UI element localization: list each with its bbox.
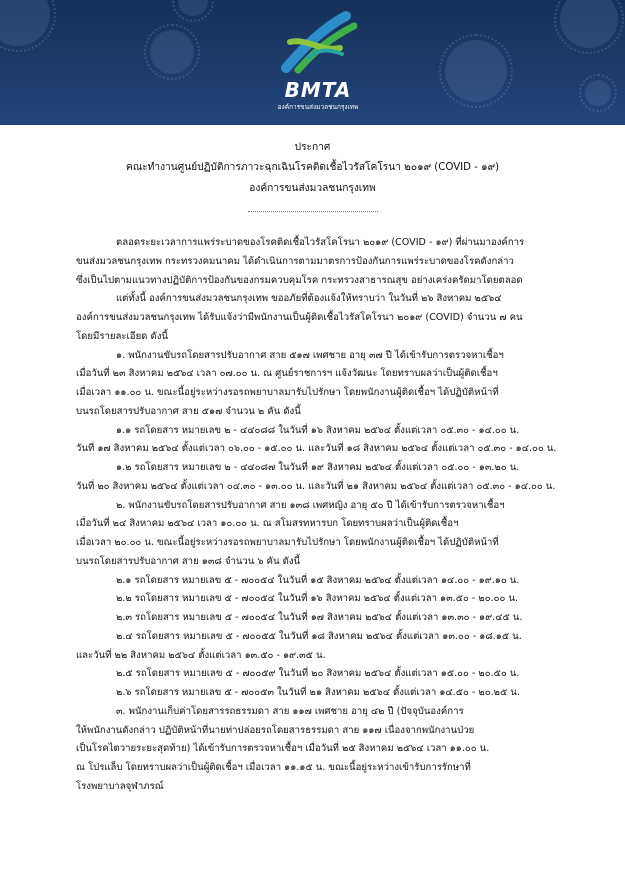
body-line: วันที่ ๒๐ สิงหาคม ๒๕๖๔ ตั้งแต่เวลา ๐๔.๓๐ - ๑๓.๐๐ น. และวันที่ ๒๑ สิงหาคม ๒๕๖๔ ตั้งแต่เวลา ๐๕.๓๐ - ๑๔.๐๐ น. bbox=[76, 481, 556, 492]
bmta-logo bbox=[268, 8, 368, 120]
virus-decoration bbox=[560, 0, 618, 48]
virus-decoration bbox=[0, 0, 50, 46]
body-line: ๑.๒ รถโดยสาร หมายเลข ๒ - ๔๔๐๘๗ ในวันที่ ๑๙ สิงหาคม ๒๕๖๔ ตั้งแต่เวลา ๐๕.๐๐ - ๑๓.๒๐ น. bbox=[116, 462, 520, 473]
body-line: องค์การขนส่งมวลชนกรุงเทพ ได้รับแจ้งว่ามีพนักงานเป็นผู้ติดเชื้อไวรัสโคโรนา ๒๐๑๙ (COVID) จำนวน ๗ คน bbox=[76, 312, 523, 323]
body-line: ๒.๑ รถโดยสาร หมายเลข ๕ - ๗๐๐๕๔ ในวันที่ ๑๕ สิงหาคม ๒๕๖๔ ตั้งแต่เวลา ๑๔.๐๐ - ๑๙.๑๐ น. bbox=[116, 575, 520, 586]
body-line: ๒. พนักงานขับรถโดยสารปรับอากาศ สาย ๑๓๘ เพศหญิง อายุ ๕๐ ปี ได้เข้ารับการตรวจหาเชื้อฯ bbox=[116, 500, 505, 511]
body-line: ตลอดระยะเวลาการแพร่ระบาดของโรคติดเชื้อไวรัสโคโรนา ๒๐๑๙ (COVID - ๑๙) ที่ผ่านมาองค์การ bbox=[116, 237, 525, 248]
header-banner bbox=[0, 0, 625, 125]
body-line: ๒.๔ รถโดยสาร หมายเลข ๕ - ๗๐๐๕๕ ในวันที่ ๑๘ สิงหาคม ๒๕๖๔ ตั้งแต่เวลา ๑๓.๐๐ - ๑๘.๑๕ น. bbox=[116, 631, 522, 642]
body-line: ณ โปรแล็บ โดยทราบผลว่าเป็นผู้ติดเชื้อฯ เมื่อเวลา ๑๑.๑๕ น. ขณะนี้อยู่ระหว่างเข้ารับการรักษาที่ bbox=[76, 762, 471, 773]
body-line: ๒.๒ รถโดยสาร หมายเลข ๕ - ๗๐๐๕๔ ในวันที่ ๑๖ สิงหาคม ๒๕๖๔ ตั้งแต่เวลา ๑๓.๕๐ - ๒๐.๐๐ น. bbox=[116, 593, 519, 604]
body-line: เมื่อเวลา ๑๑.๐๐ น. ขณะนี้อยู่ระหว่างรอรถพยาบาลมารับไปรักษา โดยพนักงานผู้ติดเชื้อฯ ได้ปฏิบัติหน้าที่ bbox=[76, 387, 499, 398]
divider bbox=[248, 211, 378, 212]
body-line: เมื่อวันที่ ๒๓ สิงหาคม ๒๕๖๔ เวลา ๐๗.๐๐ น. ณ ศูนย์ราชการฯ แจ้งวัฒนะ โดยทราบผลว่าเป็นผู้ติดเชื้อฯ bbox=[76, 368, 498, 379]
body-line: ๒.๖ รถโดยสาร หมายเลข ๕ - ๗๐๐๕๓ ในวันที่ ๒๑ สิงหาคม ๒๕๖๔ ตั้งแต่เวลา ๑๔.๕๐ - ๒๐.๒๕ น. bbox=[116, 687, 520, 698]
logo-subtitle: องค์การขนส่งมวลชนกรุงเทพ bbox=[277, 103, 359, 111]
body-line: ๒.๓ รถโดยสาร หมายเลข ๕ - ๗๐๐๕๔ ในวันที่ ๑๗ สิงหาคม ๒๕๖๔ ตั้งแต่เวลา ๑๓.๓๐ - ๑๙.๔๕ น. bbox=[116, 612, 523, 623]
bmta-emblem-icon bbox=[268, 8, 368, 78]
body-line: ซึ่งเป็นไปตามแนวทางปฏิบัติการป้องกันของกรมควบคุมโรค กระทรวงสาธารณสุข อย่างเคร่งครัดมาโดยตลอด bbox=[76, 275, 523, 286]
heading-line-2: คณะทำงานศูนย์ปฏิบัติการภาวะฉุกเฉินโรคติดเชื้อไวรัสโคโรนา ๒๐๑๙ (COVID - ๑๙) bbox=[125, 162, 500, 173]
body-line: แต่ทั้งนี้ องค์การขนส่งมวลชนกรุงเทพ ขออภัยที่ต้องแจ้งให้ทราบว่า ในวันที่ ๒๖ สิงหาคม ๒๕๖๔ bbox=[116, 293, 502, 304]
body-line: เมื่อวันที่ ๒๔ สิงหาคม ๒๕๖๔ เวลา ๑๐.๐๐ น. ณ สโมสรทหารบก โดยทราบผลว่าเป็นผู้ติดเชื้อฯ bbox=[76, 518, 459, 529]
virus-decoration bbox=[178, 0, 208, 16]
body-line: เป็นโรคไตวายระยะสุดท้าย) ได้เข้ารับการตรวจหาเชื้อฯ เมื่อวันที่ ๒๕ สิงหาคม ๒๕๖๔ เวลา ๑๑.๐๐ น. bbox=[76, 743, 490, 754]
heading-line-1: ประกาศ bbox=[294, 142, 331, 153]
body-line: บนรถโดยสารปรับอากาศ สาย ๕๑๗ จำนวน ๒ คัน ดังนี้ bbox=[76, 406, 301, 417]
body-line: โรงพยาบาลจุฬาภรณ์ bbox=[76, 781, 164, 792]
body-line: ขนส่งมวลชนกรุงเทพ กระทรวงคมนาคม ได้ดำเนินการตามมาตรการป้องกันการแพร่ระบาดของโรคดังกล่าว bbox=[76, 256, 514, 267]
body-line: และวันที่ ๒๒ สิงหาคม ๒๕๖๔ ตั้งแต่เวลา ๑๓.๕๐ - ๑๙.๓๕ น. bbox=[76, 650, 326, 661]
body-line: เมื่อเวลา ๒๐.๐๐ น. ขณะนี้อยู่ระหว่างรอรถพยาบาลมารับไปรักษา โดยพนักงานผู้ติดเชื้อฯ ได้ปฏิบัติหน้าที่ bbox=[76, 537, 499, 548]
heading-line-3: องค์การขนส่งมวลชนกรุงเทพ bbox=[249, 183, 376, 194]
body-line: ๑.๑ รถโดยสาร หมายเลข ๒ - ๔๔๐๘๘ ในวันที่ ๑๖ สิงหาคม ๒๕๖๔ ตั้งแต่เวลา ๐๕.๓๐ - ๑๔.๐๐ น. bbox=[116, 425, 520, 436]
virus-decoration bbox=[585, 80, 611, 106]
virus-decoration bbox=[445, 40, 507, 102]
body-line: โดยมีรายละเอียด ดังนี้ bbox=[76, 331, 168, 342]
body-line: ๓. พนักงานเก็บค่าโดยสารรถธรรมดา สาย ๑๑๗ เพศชาย อายุ ๔๒ ปี (ปัจจุบันองค์การ bbox=[116, 706, 464, 717]
body-line: บนรถโดยสารปรับอากาศ สาย ๑๓๘ จำนวน ๖ คัน ดังนี้ bbox=[76, 556, 301, 567]
body-line: ๒.๕ รถโดยสาร หมายเลข ๕ - ๗๐๐๕๙ ในวันที่ ๒๐ สิงหาคม ๒๕๖๔ ตั้งแต่เวลา ๑๕.๐๐ - ๒๐.๕๐ น. bbox=[116, 668, 520, 679]
body-line: ให้พนักงานดังกล่าว ปฏิบัติหน้าที่นายท่าปล่อยรถโดยสารธรรมดา สาย ๑๑๗ เนื่องจากพนักงานป่วย bbox=[76, 725, 475, 736]
logo-name: BMTA bbox=[284, 78, 352, 102]
body-line: วันที่ ๑๗ สิงหาคม ๒๕๖๔ ตั้งแต่เวลา ๐๖.๐๐ - ๑๕.๐๐ น. และวันที่ ๑๘ สิงหาคม ๒๕๖๔ ตั้งแต่เวลา ๐๕.๓๐ - ๑๔.๐๐ น. bbox=[76, 443, 557, 454]
virus-decoration bbox=[150, 30, 194, 74]
body-line: ๑. พนักงานขับรถโดยสารปรับอากาศ สาย ๕๑๗ เพศชาย อายุ ๓๗ ปี ได้เข้ารับการตรวจหาเชื้อฯ bbox=[116, 350, 504, 361]
